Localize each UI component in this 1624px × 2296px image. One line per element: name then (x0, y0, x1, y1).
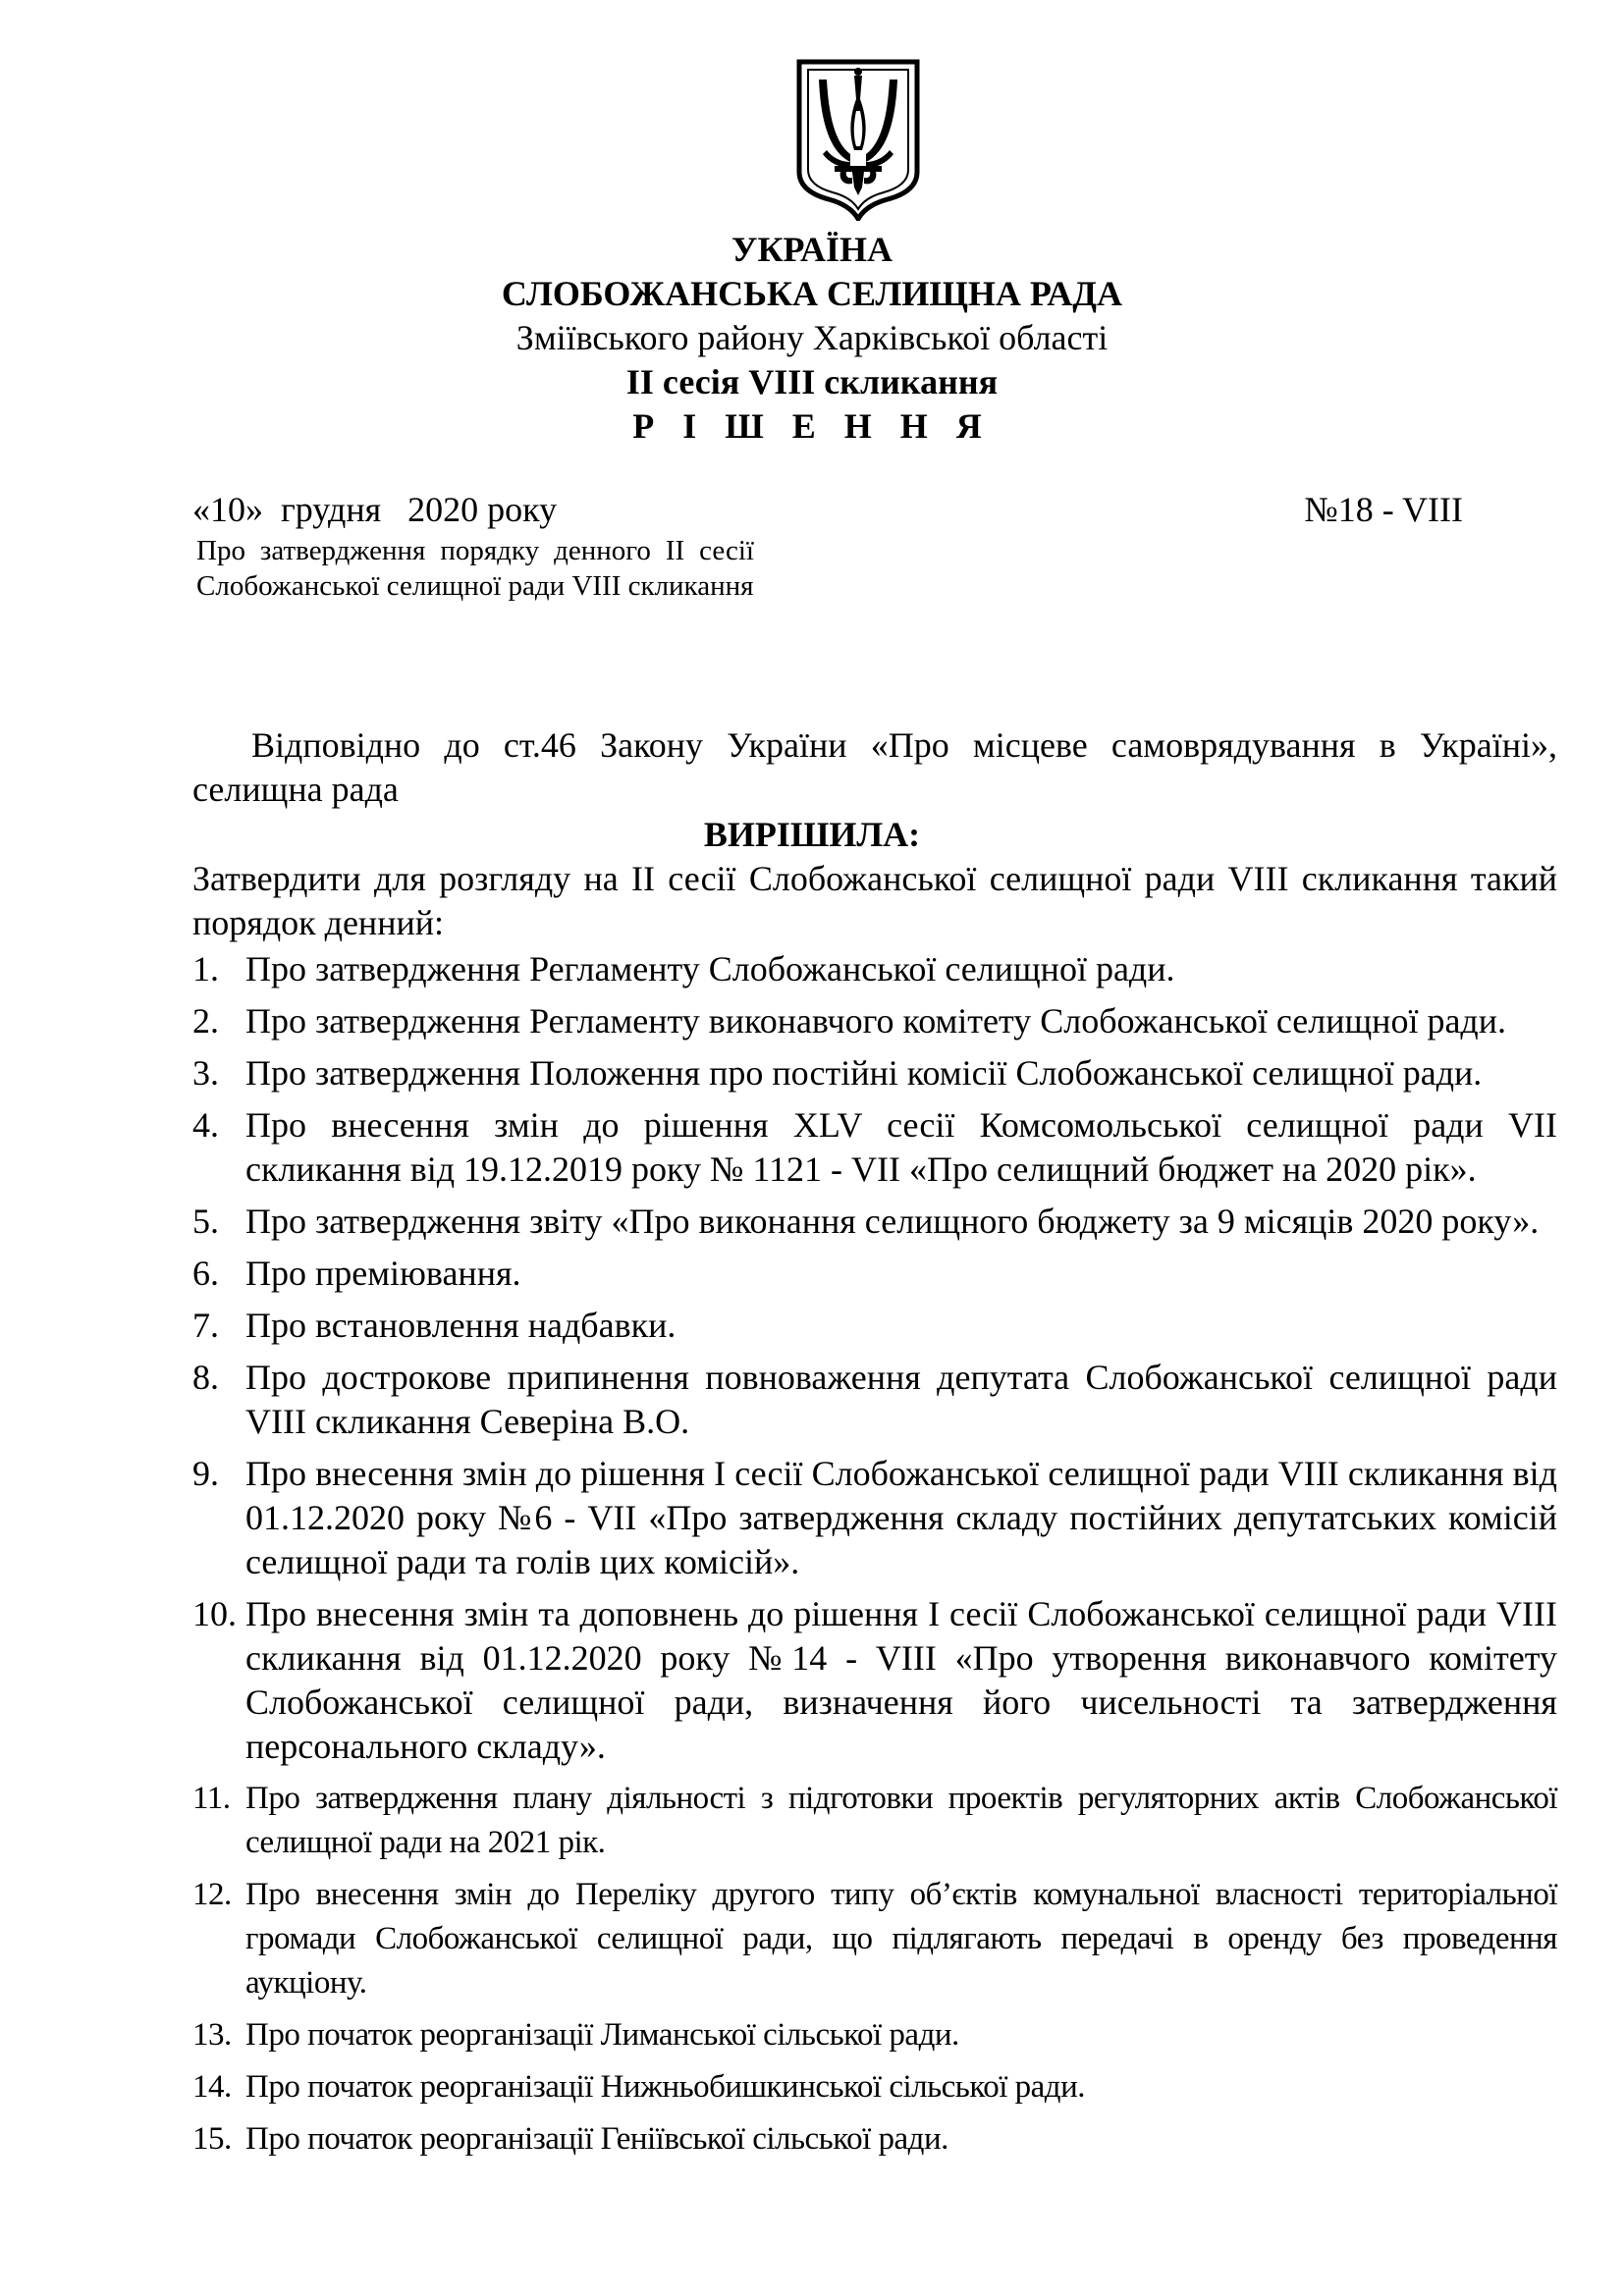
agenda-item-text: Про затвердження плану діяльності з підготовки проектів регуляторних актів Слобожанської селищної ради на 2021 рік. (245, 1781, 1557, 1860)
coat-of-arms-icon (791, 56, 925, 221)
agenda-item (192, 2065, 1557, 2109)
country-heading: УКРАЇНА (731, 230, 893, 269)
agenda-item-text: Про затвердження Регламенту виконавчого комітету Слобожанської селищної ради. (245, 1001, 1507, 1041)
district-subheading: Зміївського району Харківської області (515, 318, 1109, 357)
agenda-list (192, 947, 1557, 2169)
agenda-item (192, 999, 1557, 1043)
preamble-paragraph: Відповідно до ст.46 Закону України «Про місцеве самоврядування в Україні», селищна рада (192, 725, 1557, 809)
agenda-item (192, 2013, 1557, 2057)
agenda-item-text: Про початок реорганізації Нижньобишкинської сільської ради. (245, 2069, 1085, 2105)
council-heading: СЛОБОЖАНСЬКА СЕЛИЩНА РАДА (501, 274, 1123, 313)
agenda-item-number: 9. (192, 1454, 219, 1493)
agenda-item-text: Про встановлення надбавки. (245, 1306, 677, 1345)
agenda-item (192, 1356, 1557, 1444)
agenda-item (192, 947, 1557, 991)
agenda-item-text: Про внесення змін до Переліку другого типу об’єктів комунальної власності територіальної громади Слобожанської селищної ради, що підлягають передачі в оренду без проведення аукціону. (245, 1877, 1557, 2001)
agenda-item (192, 1200, 1557, 1244)
agenda-item-number: 6. (192, 1254, 219, 1293)
agenda-item-number: 7. (192, 1306, 219, 1345)
agenda-item-number: 2. (192, 1001, 219, 1041)
agenda-item (192, 2117, 1557, 2162)
agenda-item-number: 8. (192, 1358, 219, 1397)
agenda-item-text: Про затвердження Положення про постійні комісії Слобожанської селищної ради. (245, 1053, 1483, 1093)
session-heading: II сесія VIII скликання (625, 362, 999, 401)
agenda-item-text: Про преміювання. (245, 1254, 521, 1293)
agenda-item-text: Про внесення змін до рішення XLV сесії Комсомольської селищної ради VII скликання від 19.12.2019 року № 1121 - VII «Про селищний бюджет на 2020 рік». (245, 1105, 1557, 1189)
agenda-item (192, 1304, 1557, 1348)
agenda-item-number: 13. (192, 2017, 232, 2053)
agenda-item-number: 1. (192, 949, 219, 988)
agenda-item-number: 4. (192, 1105, 219, 1145)
agenda-item-number: 10. (192, 1594, 237, 1633)
decision-title: Р І Ш Е Н Н Я (632, 406, 992, 446)
agenda-item-number: 14. (192, 2069, 232, 2105)
agenda-item-text: Про внесення змін до рішення I сесії Слобожанської селищної ради VIII скликання від 01.12.2020 року №6 - VII «Про затвердження складу постійних депутатських комісій селищної ради та голів цих комісій». (245, 1454, 1557, 1581)
agenda-item-number: 5. (192, 1201, 219, 1241)
decision-number: №18 - VIII (1304, 490, 1463, 529)
agenda-item (192, 1873, 1557, 2005)
agenda-item-text: Про дострокове припинення повноваження депутата Слобожанської селищної ради VIII скликання Северіна В.О. (245, 1358, 1557, 1441)
agenda-item-text: Про внесення змін та доповнень до рішення I сесії Слобожанської селищної ради VIII скликання від 01.12.2020 року №14 - VIII «Про утворення виконавчого комітету Слобожанської селищної ради, визначення його чисельності та затвердження персонального складу». (245, 1594, 1557, 1766)
agenda-item (192, 1103, 1557, 1192)
agenda-item-text: Про початок реорганізації Лиманської сільської ради. (245, 2017, 959, 2053)
decision-subject: Про затвердження порядку денного II сесії Слобожанської селищної ради VIII скликання (196, 535, 754, 602)
agenda-item (192, 1777, 1557, 1865)
agenda-item-number: 11. (192, 1781, 231, 1816)
agenda-item (192, 1452, 1557, 1584)
intro-paragraph: Затвердити для розгляду на II сесії Слобожанської селищної ради VIII скликання такий порядок денний: (192, 859, 1557, 942)
agenda-item-text: Про затвердження звіту «Про виконання селищного бюджету за 9 місяців 2020 року». (245, 1201, 1540, 1241)
resolved-heading: ВИРІШИЛА: (703, 815, 921, 854)
agenda-item-text: Про затвердження Регламенту Слобожанської селищної ради. (245, 949, 1175, 988)
agenda-item-number: 12. (192, 1877, 232, 1912)
agenda-item-number: 15. (192, 2121, 232, 2157)
agenda-item (192, 1252, 1557, 1296)
agenda-item (192, 1051, 1557, 1095)
decision-date: «10» грудня 2020 року (192, 490, 558, 529)
agenda-item-text: Про початок реорганізації Геніївської сільської ради. (245, 2121, 948, 2157)
agenda-item-number: 3. (192, 1053, 219, 1093)
agenda-item (192, 1592, 1557, 1769)
